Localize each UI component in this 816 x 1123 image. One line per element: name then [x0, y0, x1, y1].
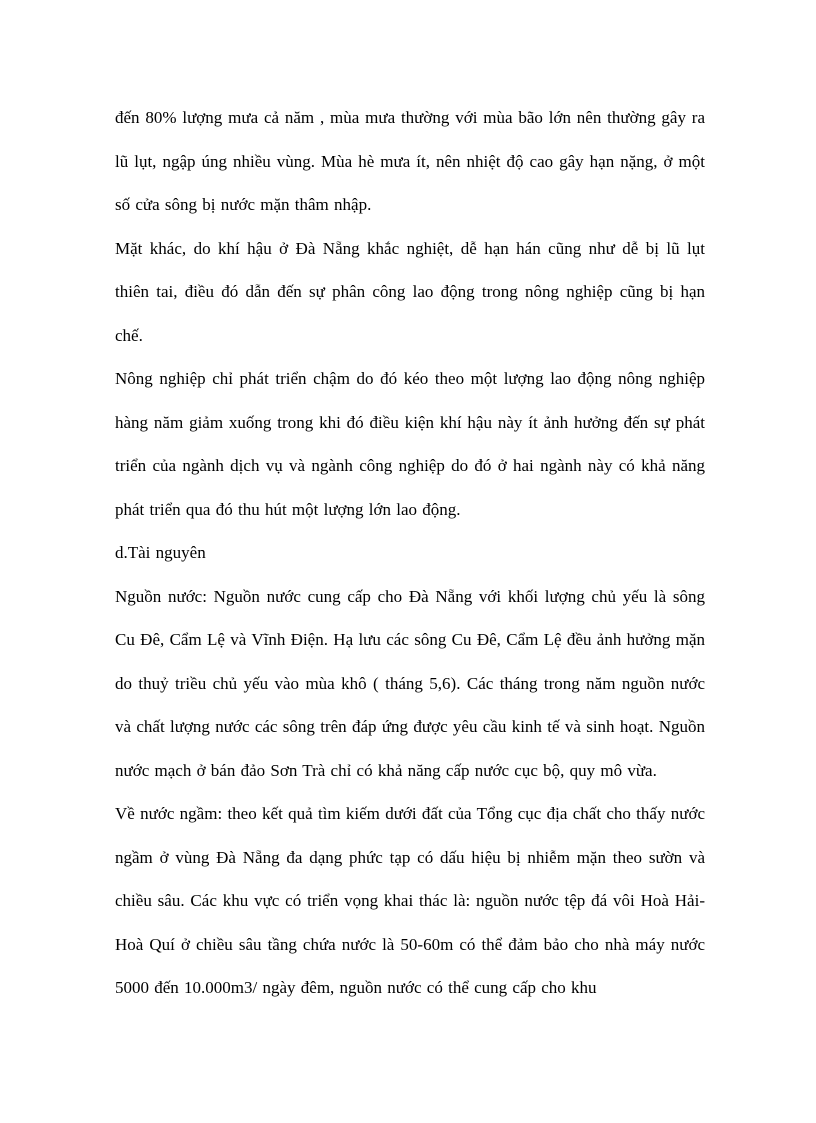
paragraph-climate-harshness: Mặt khác, do khí hậu ở Đà Nẵng khắc nghiệt, dễ hạn hán cũng như dễ bị lũ lụt thiên tai, điều đó dẫn đến sự phân công lao động trong nông nghiệp cũng bị hạn chế.	[115, 238, 705, 345]
paragraph-surface-water: Nguồn nước: Nguồn nước cung cấp cho Đà Nẵng với khối lượng chủ yếu là sông Cu Đê, Cẩm Lệ và Vĩnh Điện. Hạ lưu các sông Cu Đê, Cẩm Lệ đều ảnh hưởng mặn do thuỷ triều chủ yếu vào mùa khô ( tháng 5,6). Các tháng trong năm nguồn nước và chất lượng nước các sông trên đáp ứng được yêu cầu kinh tế và sinh hoạt. Nguồn nước mạch ở bán đảo Sơn Trà chỉ có khả năng cấp nước cục bộ, quy mô vừa.	[115, 586, 705, 780]
paragraph-ground-water: Về nước ngầm: theo kết quả tìm kiếm dưới đất của Tổng cục địa chất cho thấy nước ngầm ở vùng Đà Nẵng đa dạng phức tạp có dấu hiệu bị nhiễm mặn theo sườn và chiều sâu. Các khu vực có triển vọng khai thác là: nguồn nước tệp đá vôi Hoà Hải- Hoà Quí ở chiều sâu tầng chứa nước là 50-60m có thể đảm bảo cho nhà máy nước 5000 đến 10.000m3/ ngày đêm, nguồn nước có thể cung cấp cho khu	[115, 804, 705, 997]
paragraph-agriculture-labor: Nông nghiệp chỉ phát triển chậm do đó kéo theo một lượng lao động nông nghiệp hàng năm giảm xuống trong khi đó điều kiện khí hậu này ít ảnh hưởng đến sự phát triển của ngành dịch vụ và ngành công nghiệp do đó ở hai ngành này có khả năng phát triển qua đó thu hút một lượng lớn lao động.	[115, 369, 705, 519]
document-body-text	[115, 96, 705, 1010]
paragraph-climate-rainfall: đến 80% lượng mưa cả năm , mùa mưa thường với mùa bão lớn nên thường gây ra lũ lụt, ngập úng nhiều vùng. Mùa hè mưa ít, nên nhiệt độ cao gây hạn nặng, ở một số cửa sông bị nước mặn thâm nhập.	[115, 108, 705, 214]
heading-tai-nguyen: d.Tài nguyên	[115, 543, 206, 562]
